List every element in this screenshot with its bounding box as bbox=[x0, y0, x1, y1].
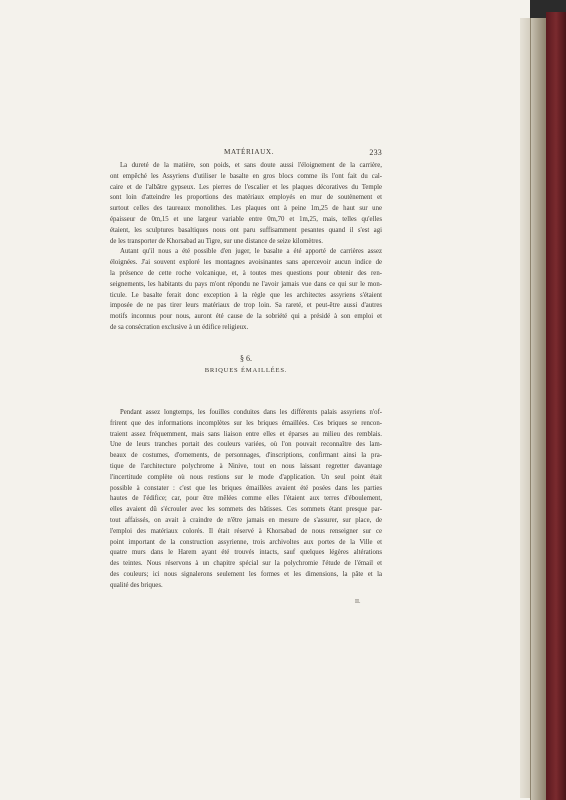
text-line: point important de la construction assyrienne, trois archivoltes aux portes de la Ville et bbox=[110, 538, 382, 546]
text-block-briques bbox=[110, 408, 382, 592]
text-line: La dureté de la matière, son poids, et sans doute aussi l'éloignement de la carrière, bbox=[120, 162, 382, 169]
text-line: imposée de ne pas tirer leurs matériaux de trop loin. Sa rareté, et peut-être aussi d'autres bbox=[110, 302, 382, 310]
text-line: hautes de l'édifice; car, pour être mêlées comme elles l'étaient aux terres d'éboulement, bbox=[110, 495, 382, 503]
section-number: § 6. bbox=[240, 354, 252, 363]
text-line: possible à constater : c'est que les briques émaillées avaient été posées dans les parties bbox=[110, 484, 382, 492]
text-line: tique de l'architecture polychrome à Ninive, tout en nous laissant regretter davantage bbox=[110, 462, 382, 470]
text-line: Pendant assez longtemps, les fouilles conduites dans les différents palais assyriens n'of- bbox=[120, 409, 382, 416]
book-cover-edge bbox=[546, 12, 566, 800]
text-line: frirent que des informations incomplètes sur les briques émaillées. Ces briques se rencon- bbox=[110, 419, 382, 427]
text-line: tout affaissés, on avait à craindre de n'être jamais en mesure de s'assurer, sur place, de bbox=[110, 516, 382, 524]
text-line: l'emploi des matériaux colorés. Il était réservé à Khorsabad de nous renseigner sur ce bbox=[110, 527, 382, 535]
text-line: l'incertitude complète où nous restions sur le mode d'application. Un seul point était bbox=[110, 473, 382, 481]
text-line: quatre murs dans le Harem ayant été trouvés intacts, sauf quelques légères altérations bbox=[110, 549, 382, 557]
text-block-materiaux bbox=[110, 161, 382, 334]
text-line: sont loin d'atteindre les proportions des matériaux employés en mur de soutènement et bbox=[110, 194, 382, 202]
text-line: Autant qu'il nous a été possible d'en juger, le basalte a été apporté de carrières assez bbox=[120, 248, 382, 256]
text-line: beaux de costumes, d'ornements, de personnages, d'inscriptions, confirmant ainsi la pra- bbox=[110, 452, 382, 460]
text-line: Une de leurs tranches portait des couleurs variées, où l'on pouvait reconnaître des lam- bbox=[110, 441, 382, 449]
section-title: BRIQUES ÉMAILLÉES. bbox=[204, 367, 288, 374]
page-edge-shadow bbox=[520, 18, 530, 798]
text-line: ticule. Le basalte ferait donc exception à la règle que les architectes assyriens s'étaient bbox=[110, 291, 382, 299]
text-line: motifs inconnus pour nous, auront été cause de la sobriété qui a présidé à son emploi et bbox=[110, 313, 382, 321]
text-line: de sa consécration exclusive à un édifice religieux. bbox=[110, 323, 249, 331]
text-line: de les transporter de Khorsabad au Tigre, sur une distance de seize kilomètres. bbox=[110, 237, 323, 245]
text-line: des teintes. Nous réservons à un chapitre spécial sur la polychromie l'étude de l'émail et bbox=[110, 560, 382, 568]
text-line: seignements, les habitants du pays m'ont répondu ne l'avoir jamais vue dans ce qui sur le mon- bbox=[110, 280, 382, 288]
text-line: la présence de cette roche volcanique, et, à toutes mes questions pour obtenir des ren- bbox=[110, 269, 382, 277]
text-line: elles avaient dû s'écrouler avec les sommets des bâtisses. Ces sommets étant presque par- bbox=[110, 506, 382, 514]
text-line: ont empêché les Assyriens d'utiliser le basalte en gros blocs comme ils l'ont fait du cal- bbox=[110, 172, 382, 180]
page-number: 233 bbox=[369, 148, 382, 157]
page-stack-edge bbox=[530, 18, 547, 800]
signature-mark: II. bbox=[355, 599, 361, 605]
text-line: étaient, les sculptures basaltiques nous ont paru suffisamment pesantes quand il s'est agi bbox=[110, 226, 382, 234]
text-line: surtout celles des taureaux monolithes. Les plaques ont à peine 1m,25 de haut sur une bbox=[110, 205, 382, 213]
text-line: qualité des briques. bbox=[110, 581, 163, 589]
text-line: caire et de l'albâtre gypseux. Les pierres de l'escalier et les plaques décoratives du Temple bbox=[110, 183, 382, 191]
text-line: éloignées. J'ai souvent exploré les montagnes avoisinantes sans apercevoir aucun indice de bbox=[110, 259, 382, 267]
text-line: épaisseur de 0m,15 et une largeur variable entre 0m,70 et 1m,25, mais, telles qu'elles bbox=[110, 215, 382, 223]
text-line: traient assez fréquemment, mais sans liaison entre elles et éparses au milieu des remblais. bbox=[110, 430, 382, 438]
running-title: MATÉRIAUX. bbox=[224, 148, 275, 156]
text-line: des couleurs; ici nous signalerons seulement les formes et les dimensions, la pâte et la bbox=[110, 570, 382, 578]
